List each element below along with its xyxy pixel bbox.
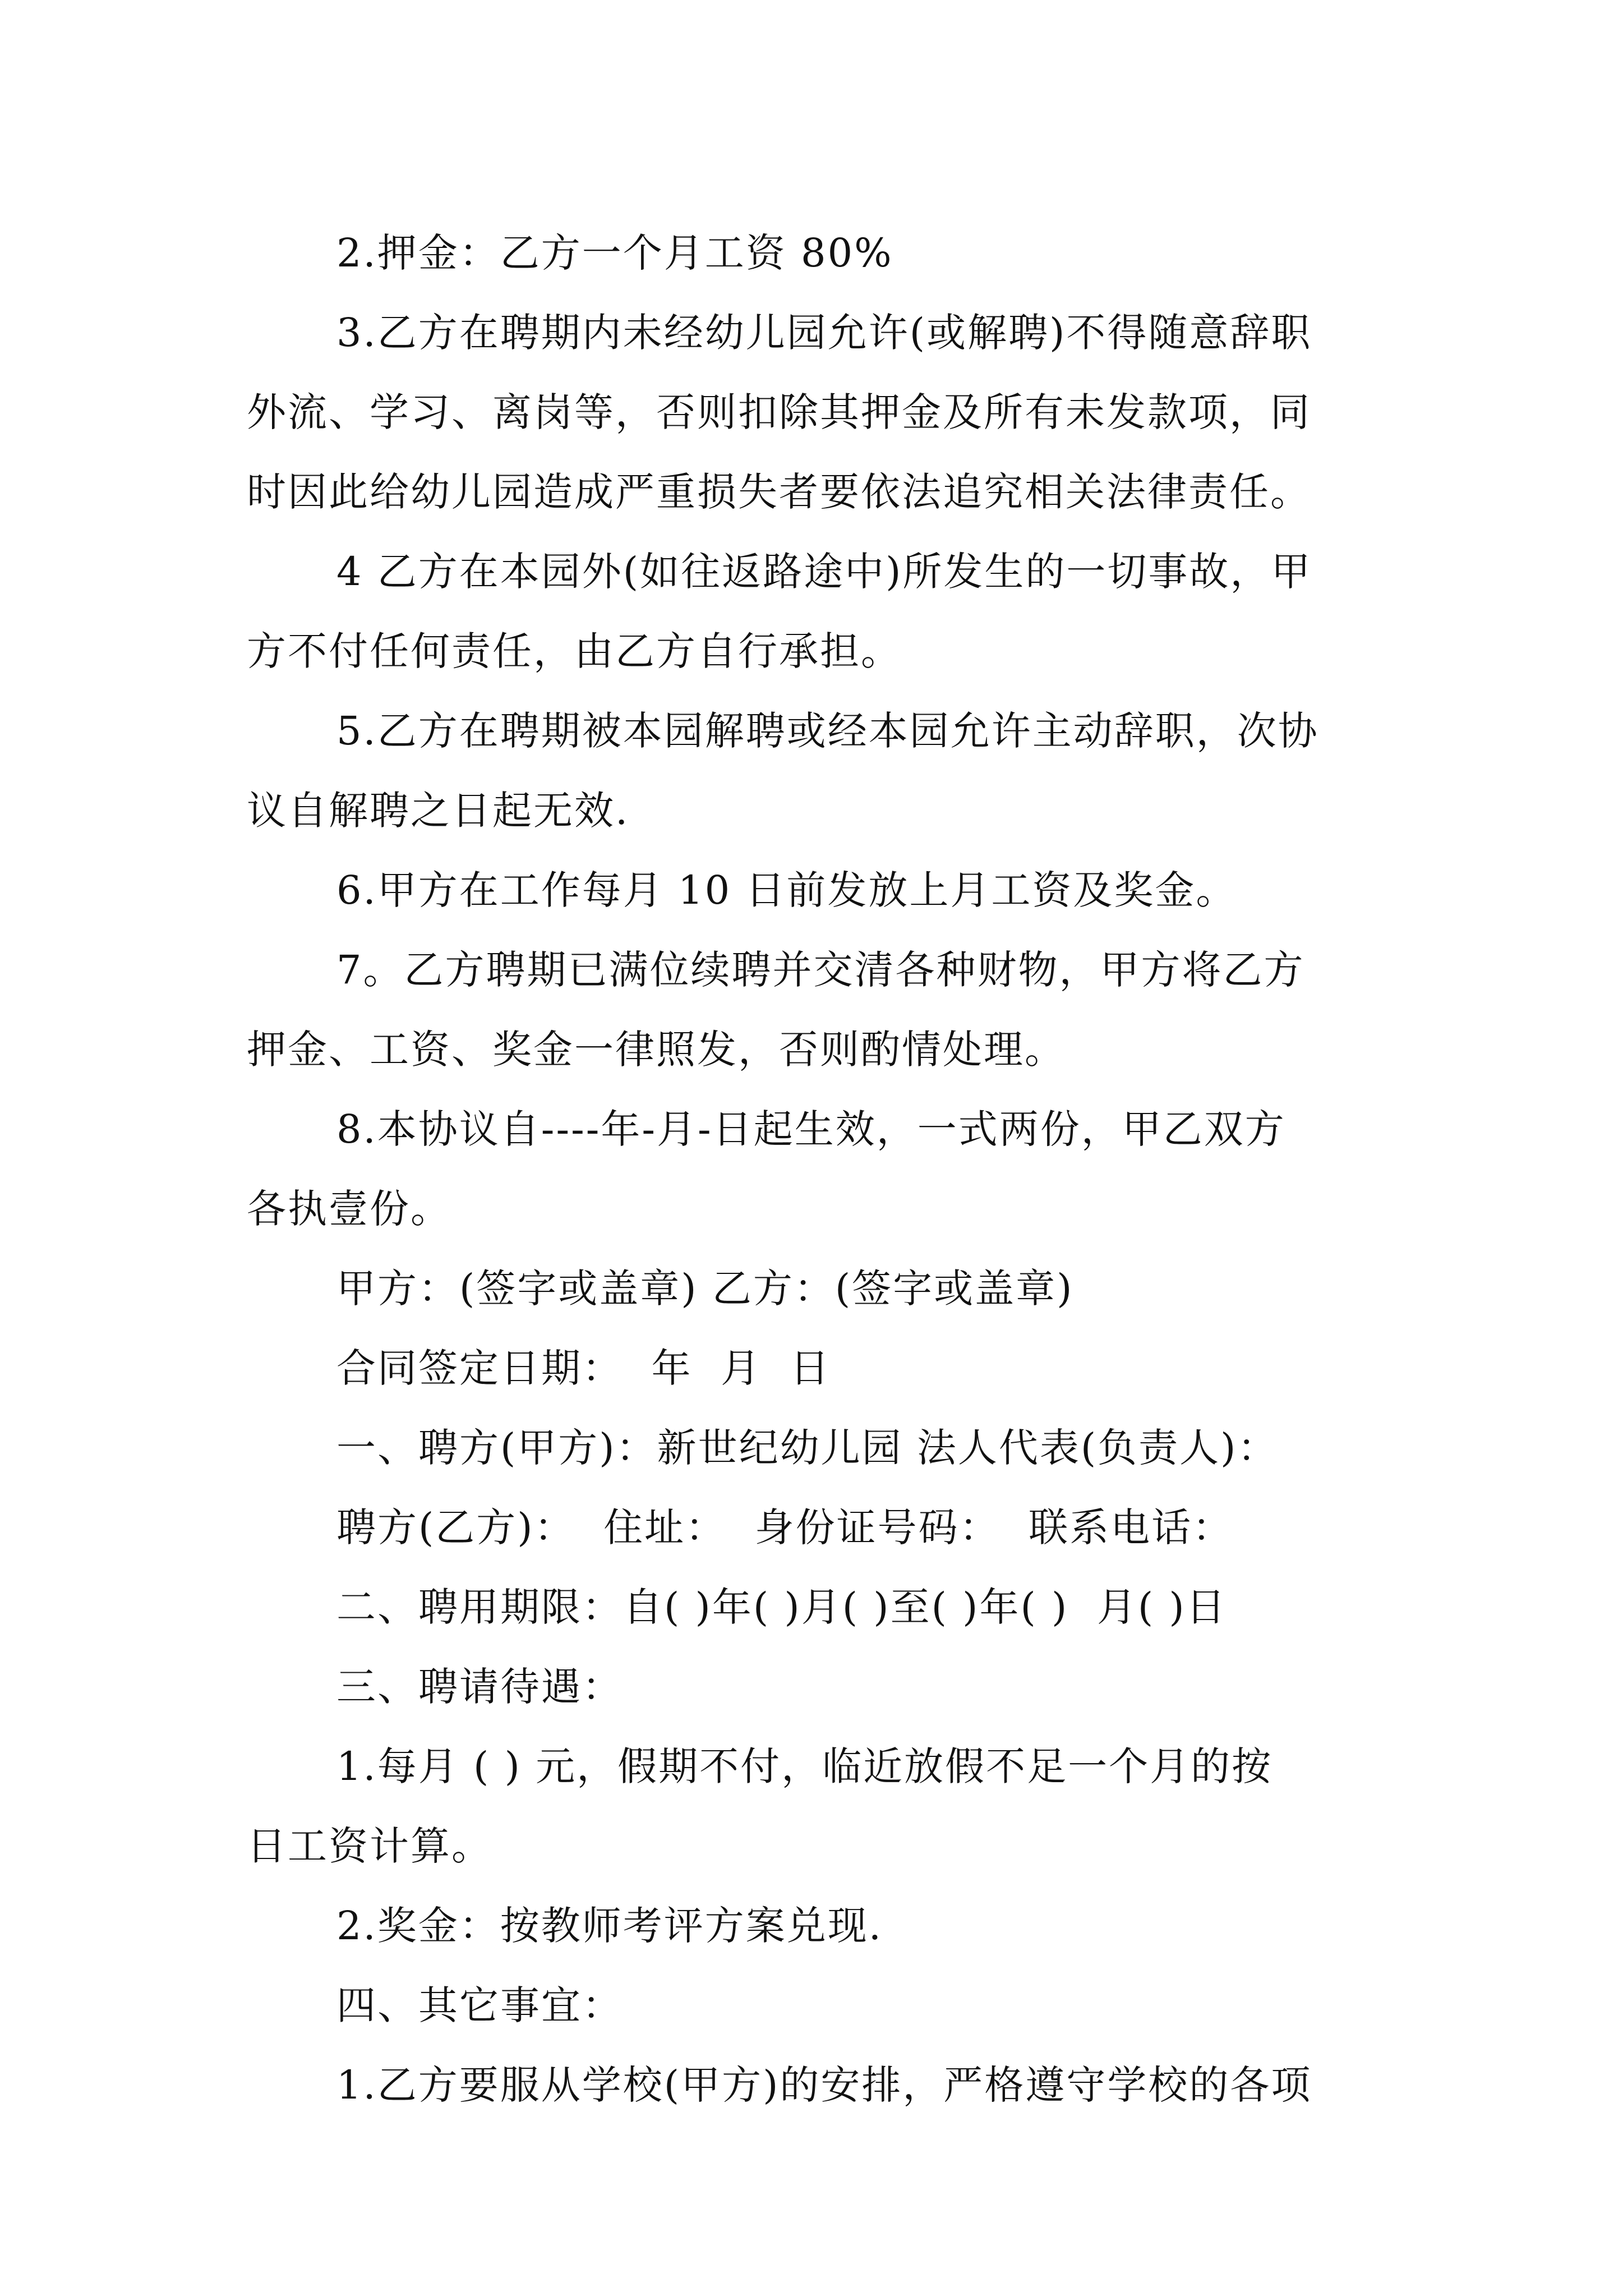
section-heading: 三、聘请待遇：	[336, 1664, 623, 1710]
text-line: 押金、工资、奖金一律照发，否则酌情处理。	[247, 1027, 1066, 1073]
text-line: 7。乙方聘期已满位续聘并交清各种财物，甲方将乙方	[336, 947, 1305, 993]
signing-date-line: 合同签定日期： 年 月 日	[336, 1345, 831, 1391]
text-line: 方不付任何责任，由乙方自行承担。	[247, 628, 902, 674]
text-line: 2.奖金：按教师考评方案兑现.	[336, 1903, 883, 1949]
text-line: 聘方(乙方)： 住址： 身份证号码： 联系电话：	[336, 1504, 1234, 1550]
section-heading: 四、其它事宜：	[336, 1982, 623, 2028]
text-line: 各执壹份。	[247, 1186, 451, 1232]
text-line: 一、聘方(甲方)：新世纪幼儿园 法人代表(负责人)：	[336, 1425, 1279, 1471]
document-body	[247, 213, 1396, 2125]
text-line: 外流、学习、离岗等，否则扣除其押金及所有未发款项，同	[247, 389, 1311, 435]
text-line: 时因此给幼儿园造成严重损失者要依法追究相关法律责任。	[247, 469, 1311, 515]
text-line: 3.乙方在聘期内未经幼儿园允许(或解聘)不得随意辞职	[336, 310, 1312, 356]
text-line: 议自解聘之日起无效.	[247, 788, 630, 834]
text-line: 日工资计算。	[247, 1823, 492, 1869]
text-line: 2.押金：乙方一个月工资 80%	[336, 230, 893, 276]
text-line: 1.每月 ( ) 元，假期不付，临近放假不足一个月的按	[336, 1743, 1273, 1789]
text-line: 5.乙方在聘期被本园解聘或经本园允许主动辞职，次协	[336, 708, 1319, 754]
text-line: 1.乙方要服从学校(甲方)的安排，严格遵守学校的各项	[336, 2062, 1312, 2108]
text-line: 二、聘用期限：自( )年( )月( )至( )年( ) 月( )日	[336, 1584, 1227, 1630]
text-line: 8.本协议自----年-月-日起生效，一式两份，甲乙双方	[336, 1106, 1286, 1152]
text-line: 4 乙方在本园外(如往返路途中)所发生的一切事故，甲	[336, 549, 1312, 595]
signature-line: 甲方：(签字或盖章) 乙方：(签字或盖章)	[336, 1266, 1074, 1312]
text-line: 6.甲方在工作每月 10 日前发放上月工资及奖金。	[336, 867, 1237, 913]
